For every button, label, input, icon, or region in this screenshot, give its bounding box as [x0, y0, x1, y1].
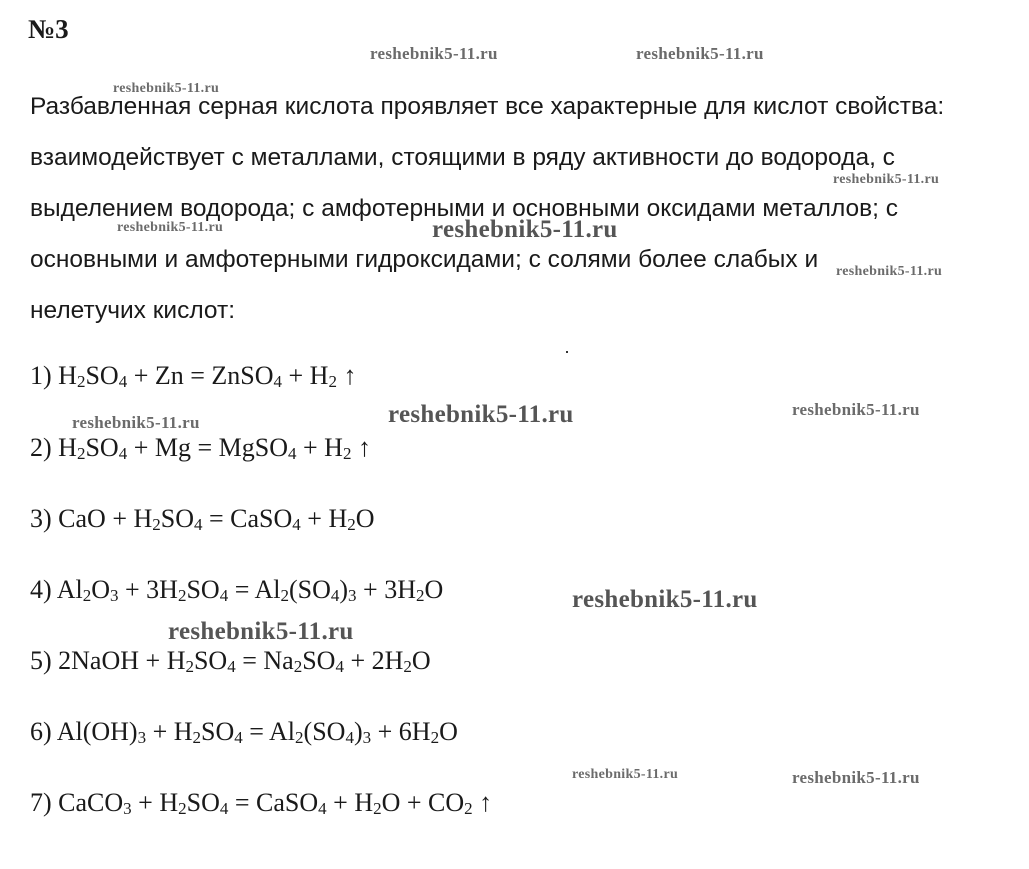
subscript-digit: 2	[280, 586, 289, 605]
paragraph-line: взаимодействует с металлами, стоящими в ряду активности до водорода, с	[30, 144, 895, 171]
equation-2: 2) $H_2SO_4 + Mg$ = MgSO$_4$ + $H_2$ ↑	[30, 433, 371, 463]
paragraph-line: нелетучих кислот:	[30, 297, 236, 324]
watermark: reshebnik5-11.ru	[792, 400, 920, 419]
subscript-digit: 3	[110, 586, 119, 605]
problem-number: №3	[28, 14, 69, 44]
subscript-digit: 2	[464, 799, 473, 818]
paragraph-line: основными и амфотерными гидроксидами; с солями более слабых и	[30, 246, 819, 273]
watermark: reshebnik5-11.ru	[833, 172, 940, 187]
watermark: reshebnik5-11.ru	[388, 401, 574, 428]
watermark: reshebnik5-11.ru	[432, 216, 618, 243]
subscript-digit: 2	[293, 657, 303, 676]
subscript-digit: 4	[330, 586, 340, 605]
subscript-digit: 4	[194, 515, 203, 534]
watermark: reshebnik5-11.ru	[836, 264, 943, 279]
subscript-digit: 2	[192, 728, 202, 747]
watermark: reshebnik5-11.ru	[792, 768, 920, 787]
subscript-digit: 4	[318, 799, 327, 818]
subscript-digit: 3	[362, 728, 372, 747]
watermark: reshebnik5-11.ru	[113, 81, 220, 96]
equation-3: 3) CaO + $H_2SO_4$ = CaSO$_4$ + $H_2O$	[30, 504, 375, 534]
watermark: reshebnik5-11.ru	[72, 413, 200, 432]
subscript-digit: 3	[348, 586, 357, 605]
watermark: reshebnik5-11.ru	[572, 586, 758, 613]
subscript-digit: 2	[76, 372, 86, 391]
equation-7: 7) CaCO$_3$ + $H_2SO_4$ = CaSO$_4$ + $H_2O + CO_2$ ↑	[30, 788, 493, 818]
subscript-digit: 2	[328, 372, 337, 391]
subscript-digit: 4	[118, 372, 128, 391]
subscript-digit: 2	[373, 799, 382, 818]
subscript-digit: 2	[430, 728, 440, 747]
subscript-digit: 4	[219, 586, 229, 605]
subscript-digit: 2	[347, 515, 356, 534]
watermark: reshebnik5-11.ru	[168, 618, 354, 645]
stray-dot	[566, 351, 568, 353]
equation-6: 6) $Al(OH)_3 + H_2SO_4 = Al_2(SO_4)_3 + 6H_2O$	[30, 717, 458, 747]
watermark: reshebnik5-11.ru	[572, 767, 679, 782]
subscript-digit: 4	[219, 799, 229, 818]
subscript-digit: 3	[137, 728, 147, 747]
subscript-digit: 2	[76, 444, 86, 463]
paragraph-line: выделением водорода; с амфотерными и основными оксидами металлов; с	[30, 195, 899, 222]
subscript-digit: 4	[288, 444, 297, 463]
subscript-digit: 2	[342, 444, 352, 463]
equation-4: 4) $Al_2O_3 + 3H_2SO_4 = Al_2(SO_4)_3 + 3H_2O$	[30, 575, 444, 605]
subscript-digit: 3	[123, 799, 132, 818]
subscript-digit: 2	[295, 728, 304, 747]
subscript-digit: 2	[403, 657, 412, 676]
watermark: reshebnik5-11.ru	[370, 44, 498, 63]
subscript-digit: 4	[273, 372, 283, 391]
subscript-digit: 2	[177, 586, 187, 605]
subscript-digit: 4	[345, 728, 354, 747]
subscript-digit: 2	[82, 586, 92, 605]
equation-5: 5) 2NaOH + $H_2SO_4 = Na_2SO_4 + 2H_2O$	[30, 646, 431, 676]
subscript-digit: 4	[227, 657, 236, 676]
subscript-digit: 2	[185, 657, 194, 676]
equation-1: 1) $H_2SO_4 + Zn$ = ZnSO$_4$ + $H_2$ ↑	[30, 361, 357, 391]
subscript-digit: 4	[234, 728, 243, 747]
explanation-paragraph	[30, 86, 1020, 341]
paragraph-line: Разбавленная серная кислота проявляет все характерные для кислот свойства:	[30, 93, 945, 120]
subscript-digit: 2	[415, 586, 425, 605]
subscript-digit: 2	[178, 799, 187, 818]
subscript-digit: 2	[152, 515, 161, 534]
subscript-digit: 4	[292, 515, 301, 534]
watermark: reshebnik5-11.ru	[636, 44, 764, 63]
subscript-digit: 4	[118, 444, 128, 463]
watermark: reshebnik5-11.ru	[117, 220, 224, 235]
subscript-digit: 4	[335, 657, 344, 676]
